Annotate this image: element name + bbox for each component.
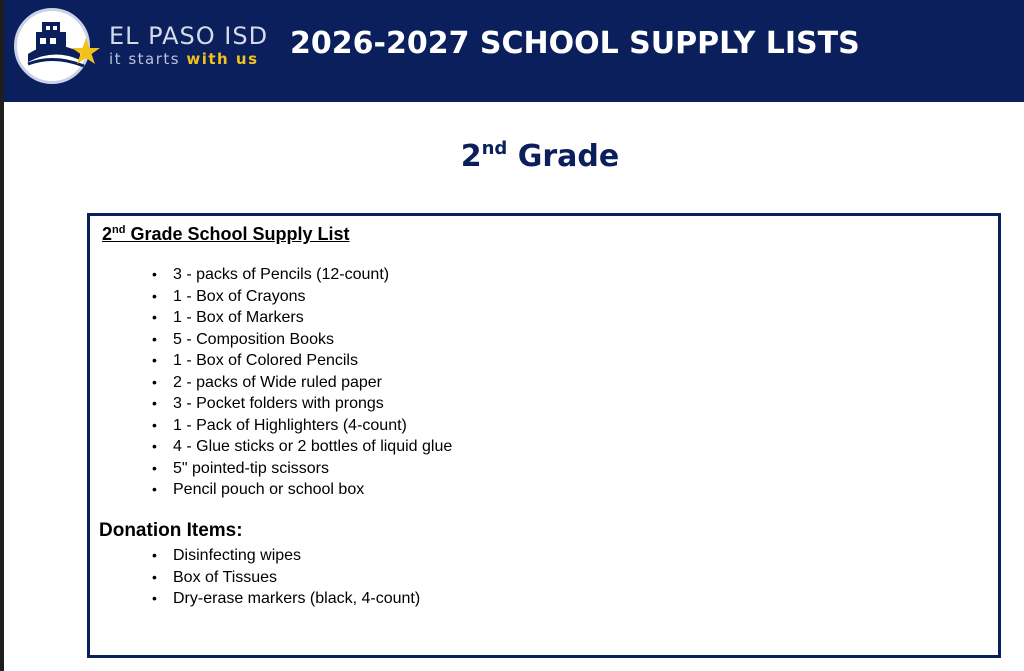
heading-rest: Grade School Supply List: [125, 224, 350, 244]
donation-heading: Donation Items:: [99, 520, 243, 541]
list-item: • 1 - Box of Markers: [152, 307, 452, 329]
brand-name: EL PASO ISD: [109, 22, 269, 50]
donation-items-list: [152, 545, 420, 610]
supply-list-heading: [102, 224, 350, 245]
list-item: • Disinfecting wipes: [152, 545, 420, 567]
list-item: • 3 - packs of Pencils (12-count): [152, 264, 452, 286]
list-item: • 3 - Pocket folders with prongs: [152, 393, 452, 415]
page-title: [0, 138, 1024, 174]
list-item: • 5" pointed-tip scissors: [152, 458, 452, 480]
list-item: • Dry-erase markers (black, 4-count): [152, 588, 420, 610]
list-item: • Pencil pouch or school box: [152, 479, 452, 501]
grade-word: Grade: [507, 139, 620, 174]
header-title: 2026-2027 SCHOOL SUPPLY LISTS: [290, 26, 860, 61]
grade-number: 2: [460, 139, 482, 174]
heading-number: 2: [102, 224, 113, 244]
list-item: • 1 - Pack of Highlighters (4-count): [152, 415, 452, 437]
brand-tagline-highlight: with us: [186, 50, 259, 68]
brand-tagline: [109, 50, 259, 68]
list-item: • 5 - Composition Books: [152, 329, 452, 351]
list-item: • Box of Tissues: [152, 567, 420, 589]
list-item: • 2 - packs of Wide ruled paper: [152, 372, 452, 394]
brand-tagline-plain: it starts: [109, 50, 187, 68]
supply-items-list: [152, 264, 452, 501]
school-building-star-logo-icon: [14, 8, 104, 86]
list-item: • 4 - Glue sticks or 2 bottles of liquid glue: [152, 436, 452, 458]
grade-suffix: nd: [481, 138, 508, 159]
heading-suffix: nd: [112, 224, 126, 236]
list-item: • 1 - Box of Crayons: [152, 286, 452, 308]
list-item: • 1 - Box of Colored Pencils: [152, 350, 452, 372]
